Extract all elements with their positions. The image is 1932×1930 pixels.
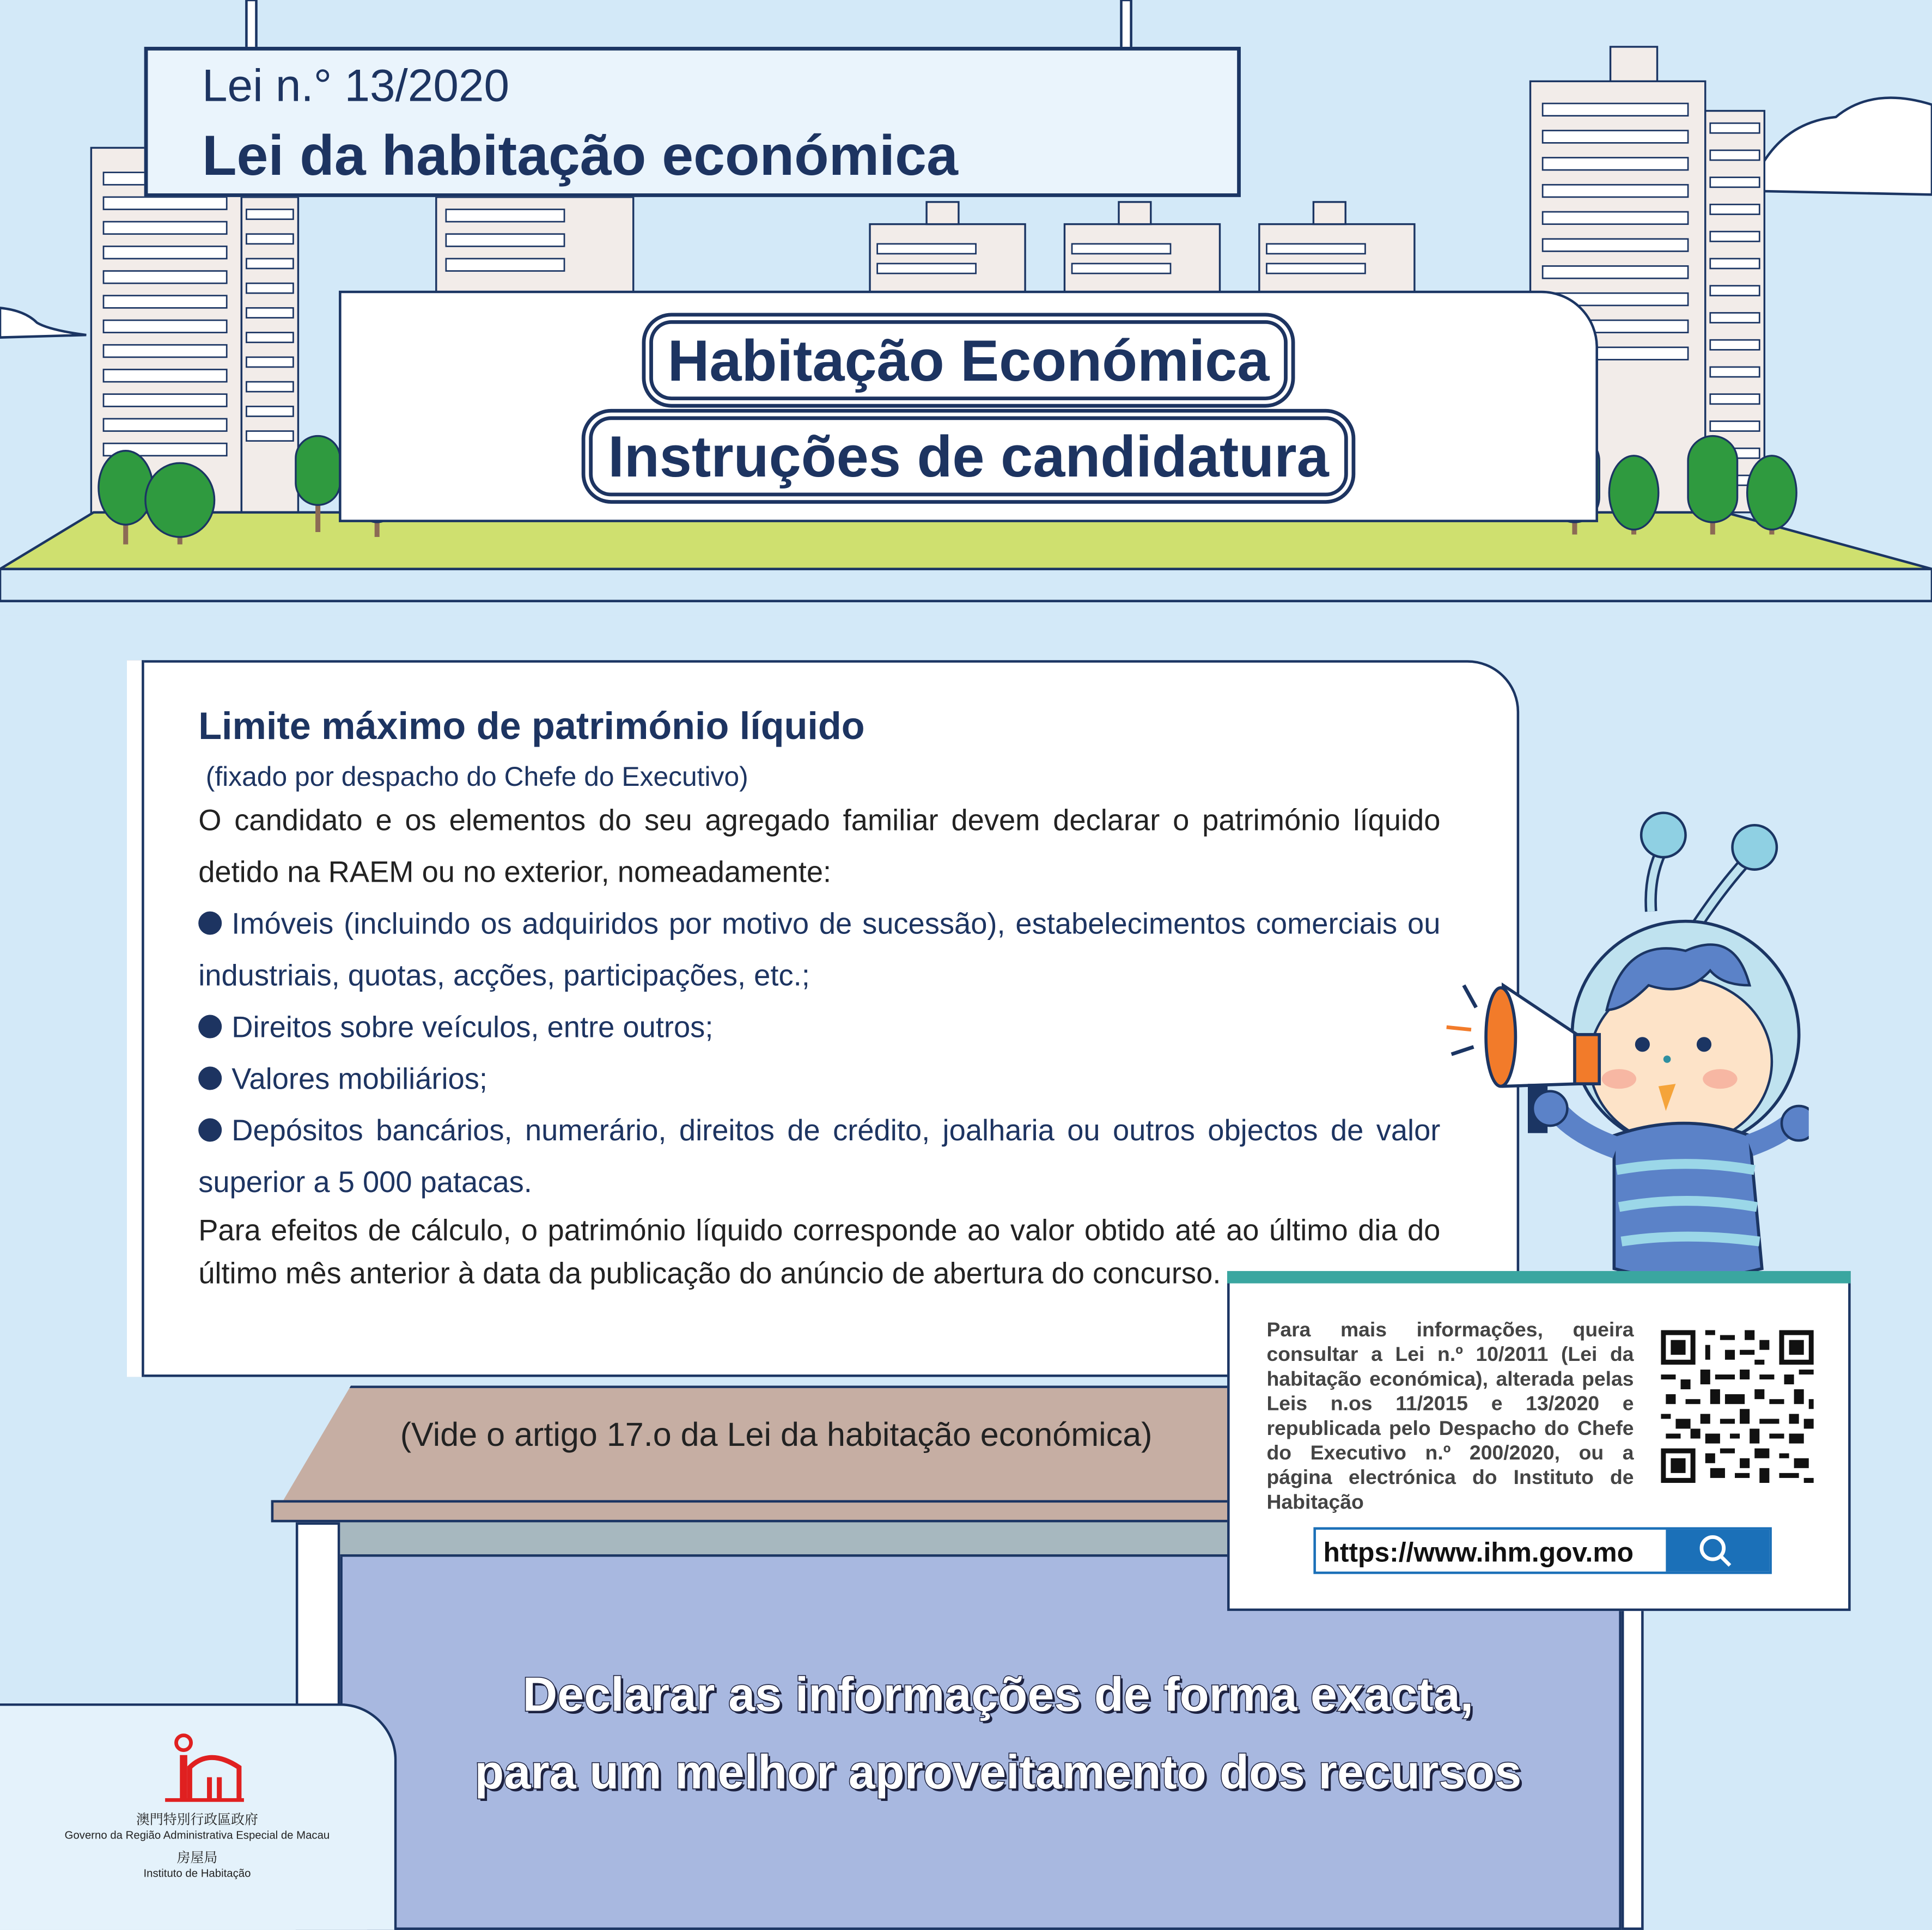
law-number: Lei n.° 13/2020 <box>202 60 510 111</box>
bullet-icon <box>198 1067 222 1090</box>
list-item: Direitos sobre veículos, entre outros; <box>198 1003 1440 1054</box>
search-button[interactable] <box>1666 1530 1769 1572</box>
gov-name-pt: Governo da Região Administrativa Especial de Macau <box>64 1829 330 1842</box>
info-box <box>1227 1271 1851 1611</box>
hero-title-box <box>339 291 1598 522</box>
bullet-icon <box>198 912 222 935</box>
slogan-line2: para um melhor aproveitamento dos recursos <box>474 1746 1522 1800</box>
gov-name-zh: 澳門特別行政區政府 <box>136 1811 258 1828</box>
article-reference: (Vide o artigo 17.o da Lei da habitação económica) <box>400 1416 1153 1453</box>
institute-name-pt: Instituto de Habitação <box>143 1867 251 1880</box>
card-side-bar <box>127 660 144 1377</box>
info-text: Para mais informações, queira consultar a Lei n.º 10/2011 (Lei da habitação económica), alterada pelas Leis n.os 11/2015 e 13/2020 e republicada pelo Despacho do Chefe do Executivo n.º 200/2020, ou a página electrónica do Instituto de Habitação <box>1266 1319 1634 1514</box>
card-closing: Para efeitos de cálculo, o património líquido corresponde ao valor obtido até ao último dia do último mês anterior à data da publicação do anúncio de abertura do concurso. <box>198 1214 1441 1291</box>
list-item: Valores mobiliários; <box>198 1054 1440 1106</box>
card-intro: O candidato e os elementos do seu agregado familiar devem declarar o património líquido detido na RAEM ou no exterior, nomeadamente: <box>198 804 1441 889</box>
qr-code[interactable] <box>1661 1330 1814 1483</box>
card-subheading: (fixado por despacho do Chefe do Executivo) <box>205 761 748 792</box>
bee-mascot-illustration <box>1439 801 1809 1281</box>
housing-bureau-logo-icon <box>160 1731 246 1805</box>
net-assets-card <box>127 660 1519 1377</box>
bullet-icon <box>198 1119 222 1142</box>
institute-name-zh: 房屋局 <box>176 1849 218 1866</box>
search-icon <box>1666 1530 1769 1572</box>
law-title-banner <box>144 47 1241 197</box>
list-item: Depósitos bancários, numerário, direitos de crédito, joalharia ou outros objectos de valor superior a 5 000 patacas. <box>198 1114 1441 1200</box>
bullet-icon <box>198 1015 222 1039</box>
slogan-line1: Declarar as informações de forma exacta, <box>522 1669 1474 1722</box>
government-logo-panel <box>0 1703 397 1930</box>
hero-title-line2: Instruções de candidatura <box>589 416 1347 496</box>
card-heading: Limite máximo de património líquido <box>198 704 865 748</box>
website-url-field[interactable] <box>1313 1527 1772 1574</box>
list-item: Imóveis (incluindo os adquiridos por motivo de sucessão), estabelecimentos comerciais ou industriais, quotas, acções, participações, etc.; <box>198 907 1441 993</box>
law-name: Lei da habitação económica <box>202 123 958 187</box>
hero-title-line1: Habitação Económica <box>649 320 1288 400</box>
website-url: https://www.ihm.gov.mo <box>1323 1537 1634 1568</box>
info-box-accent-bar <box>1227 1271 1851 1284</box>
